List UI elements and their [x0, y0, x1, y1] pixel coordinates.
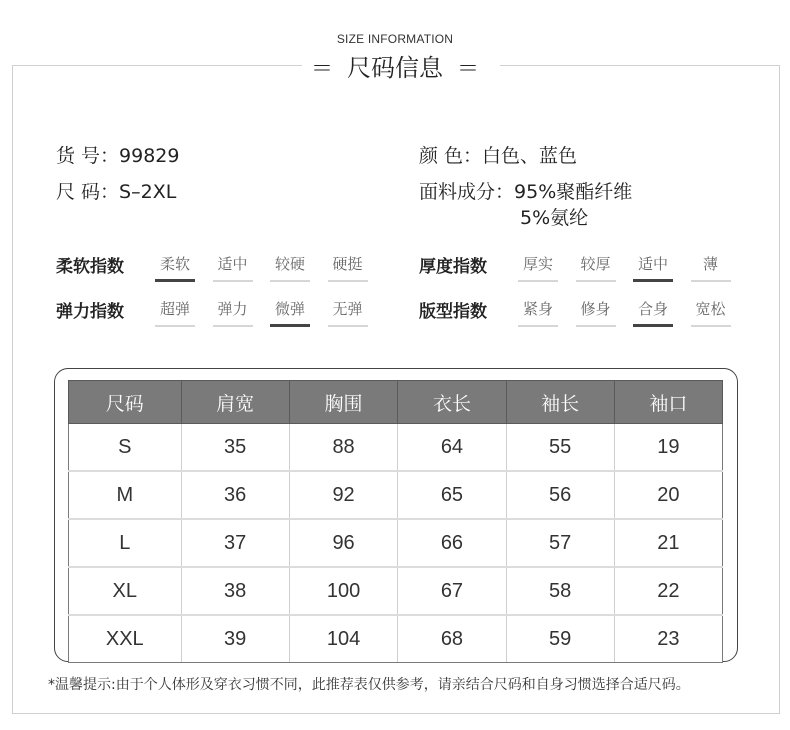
color: [419, 141, 577, 168]
title-eq-right: ＝: [457, 57, 480, 82]
index-option: 宽松: [691, 298, 731, 327]
color-label: 颜 色：: [419, 145, 483, 167]
measure-cell: 37: [181, 519, 289, 567]
index-option: 较厚: [576, 253, 616, 282]
measure-cell: 20: [614, 471, 722, 519]
title-text: 尺码信息: [347, 54, 443, 82]
item-number-value: 99829: [119, 145, 180, 167]
index-label: 弹力指数: [56, 302, 124, 322]
measure-cell: 35: [181, 424, 289, 472]
measure-cell: 21: [614, 519, 722, 567]
color-value: 白色、蓝色: [482, 145, 578, 167]
size-range-label: 尺 码：: [56, 181, 120, 203]
header-subtitle: SIZE INFORMATION: [336, 32, 454, 46]
measure-cell: 64: [398, 424, 506, 472]
index-option: 厚实: [518, 253, 558, 282]
header-cell: 肩宽: [181, 381, 289, 424]
item-number-label: 货 号：: [56, 145, 120, 167]
index-option: 修身: [576, 298, 616, 327]
measure-cell: 23: [614, 615, 722, 663]
index-option-selected: 适中: [633, 253, 673, 282]
measure-cell: 36: [181, 471, 289, 519]
size-cell: XL: [69, 567, 182, 615]
table-row: [69, 567, 723, 615]
index-label: 版型指数: [419, 302, 487, 322]
header-cell: 衣长: [398, 381, 506, 424]
table-row: [69, 424, 723, 472]
size-cell: S: [69, 424, 182, 472]
header-cell: 袖长: [506, 381, 614, 424]
table-row: [69, 471, 723, 519]
index-option-selected: 合身: [633, 298, 673, 327]
index-option: 适中: [213, 253, 253, 282]
index-option: 弹力: [213, 298, 253, 327]
index-label: 厚度指数: [419, 257, 487, 277]
measure-cell: 58: [506, 567, 614, 615]
material-label: 面料成分：: [419, 181, 515, 203]
material-line1: 95%聚酯纤维: [514, 181, 633, 203]
measure-cell: 39: [181, 615, 289, 663]
index-option-selected: 微弹: [270, 298, 310, 327]
measure-cell: 88: [289, 424, 398, 472]
index-option: 超弹: [155, 298, 195, 327]
table-row: [69, 519, 723, 567]
header-cell: 胸围: [289, 381, 398, 424]
measure-cell: 100: [289, 567, 398, 615]
measure-cell: 96: [289, 519, 398, 567]
measure-cell: 66: [398, 519, 506, 567]
measure-cell: 92: [289, 471, 398, 519]
material-line2: 5%氨纶: [520, 207, 589, 229]
measure-cell: 19: [614, 424, 722, 472]
header-cell: 尺码: [69, 381, 182, 424]
page-title: [0, 48, 790, 83]
size-range-value: S–2XL: [119, 181, 177, 203]
index-option: 无弹: [328, 298, 368, 327]
material: [419, 177, 632, 204]
measure-cell: 55: [506, 424, 614, 472]
measure-cell: 56: [506, 471, 614, 519]
size-range: [56, 177, 176, 204]
measure-cell: 104: [289, 615, 398, 663]
measure-cell: 38: [181, 567, 289, 615]
measure-cell: 68: [398, 615, 506, 663]
measure-cell: 59: [506, 615, 614, 663]
measure-cell: 65: [398, 471, 506, 519]
index-option: 硬挺: [328, 253, 368, 282]
index-option: 紧身: [518, 298, 558, 327]
index-option: 较硬: [270, 253, 310, 282]
table-row: [69, 615, 723, 663]
measure-cell: 57: [506, 519, 614, 567]
index-label: 柔软指数: [56, 257, 124, 277]
footnote: *温馨提示:由于个人体形及穿衣习惯不同，此推荐表仅供参考，请亲结合尺码和自身习惯选择合适尺码。: [48, 677, 690, 693]
measure-cell: 22: [614, 567, 722, 615]
measure-cell: 67: [398, 567, 506, 615]
size-table: [68, 380, 723, 663]
index-option: 薄: [691, 253, 731, 282]
size-cell: XXL: [69, 615, 182, 663]
size-cell: L: [69, 519, 182, 567]
item-number: [56, 141, 180, 168]
title-eq-left: ＝: [310, 57, 333, 82]
header-cell: 袖口: [614, 381, 722, 424]
index-option-selected: 柔软: [155, 253, 195, 282]
size-cell: M: [69, 471, 182, 519]
table-header-row: [69, 381, 723, 424]
